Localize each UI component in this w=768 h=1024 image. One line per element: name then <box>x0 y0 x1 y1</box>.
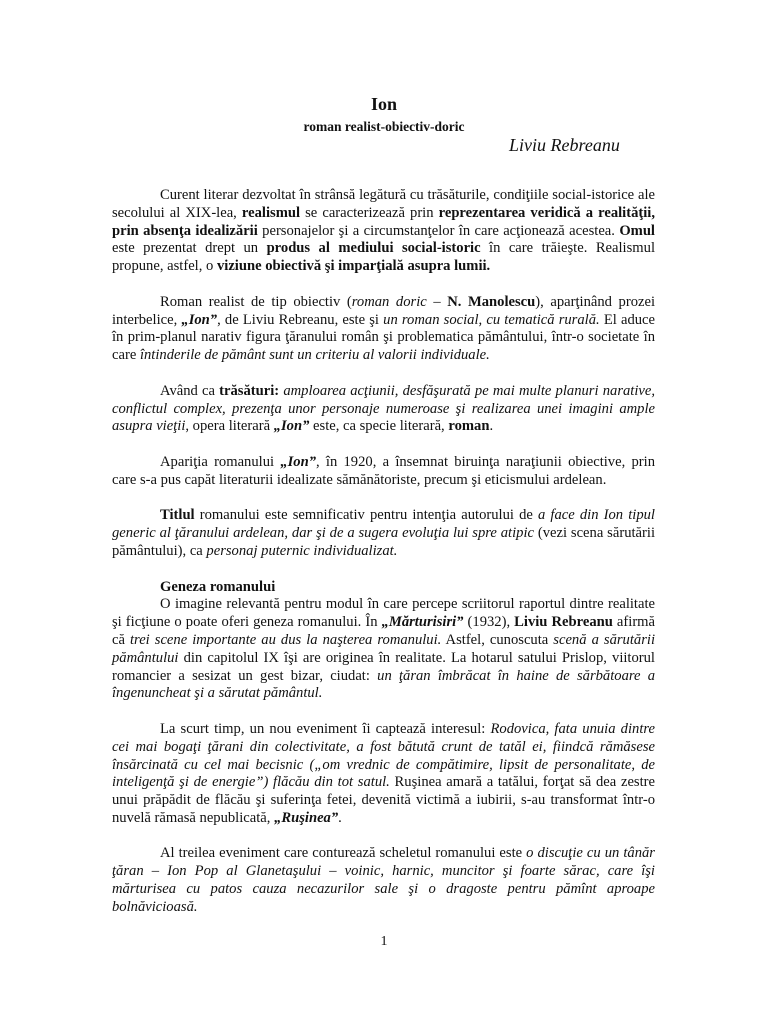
text-span: Având ca <box>160 382 220 399</box>
text-span: Al treilea eveniment care conturează scheletul romanului este <box>160 845 527 862</box>
text-span: Roman realist de tip obiectiv ( <box>160 293 352 310</box>
text-span: Apariţia romanului <box>160 453 281 470</box>
text-span: personajelor şi a circumstanţelor în care acţionează acestea. <box>257 222 620 239</box>
text-span: La scurt timp, un nou eveniment îi captează interesul: <box>160 720 491 737</box>
bold-term: reprezentarea veridică a realităţii, prin absenţa idealizării <box>112 204 655 239</box>
italic-term: personaj puternic individualizat. <box>206 542 398 559</box>
bold-term: Omul <box>619 222 655 239</box>
bold-italic-term: „Ion” <box>280 453 316 470</box>
paragraph-third-event <box>112 845 655 916</box>
text-span: El aduce în prim-planul narativ figura ţăranului român şi problematica pământului, într-o societate în care <box>112 311 656 364</box>
page-number: 1 <box>380 934 388 949</box>
bold-italic-term: „Ion” <box>181 311 218 328</box>
section-heading-genesis: Geneza romanului <box>160 578 276 595</box>
bold-italic-term: „Ion” <box>273 418 310 435</box>
text-span: din capitolul IX îşi are originea în realitate. La hotarul satului Prislop, viitorul romancier a sesizat un gest bizar, ciudat: <box>112 649 655 684</box>
bold-term: produs al mediului social-istoric <box>266 240 481 257</box>
bold-term: realismul <box>241 204 301 221</box>
text-span: , de Liviu Rebreanu, este şi <box>217 311 384 328</box>
text-span: Astfel, cunoscuta <box>441 631 554 648</box>
bold-term: roman <box>448 418 490 435</box>
bold-italic-term: „Ruşinea” <box>274 809 339 826</box>
paragraph-appearance <box>112 454 655 490</box>
paragraph-realism <box>112 187 655 276</box>
document-body <box>112 187 655 917</box>
paragraph-genesis <box>112 596 655 703</box>
text-span: este prezentat drept un <box>112 240 267 257</box>
text-span: – <box>426 293 448 310</box>
italic-term: întinderile de pământ sunt un criteriu al valorii individuale. <box>139 347 490 364</box>
italic-term: o discuţie cu un tânăr ţăran – Ion Pop al Glanetaşului – voinic, harnic, muncitor şi foarte sărac, care îşi mărturisea cu patos cauza necazurilor sale şi o dragoste pentru pămînt aproape bolnăvicioasă. <box>112 845 655 915</box>
paragraph-realist-novel <box>112 294 655 365</box>
italic-term: Rodovica, fata unuia dintre cei mai bogaţi ţărani din colectivitate, a fost bătută crunt de tatăl ei, fiindcă rămăsese însărcinată cu cel mai becisnic („om vrednic de compătimire, lipsit de personalitate, de inteligenţă şi de energie”) flăcău din tot satul. <box>112 720 655 791</box>
text-span: Ruşinea amară a tatălui, forţat să dea zestre unui prăpădit de flăcău şi suferinţa fetei, devenită victimă a iubirii, s-au transformat într-o nuvelă rămasă nepublicată, <box>112 774 655 826</box>
text-span: în care trăieşte. Realismul propune, astfel, o <box>112 240 655 275</box>
italic-term: roman doric <box>351 293 427 310</box>
text-span: afirmă că <box>112 614 656 648</box>
italic-term: trei scene importante au dus la naşterea romanului. <box>130 631 442 648</box>
text-span: O imagine relevantă pentru modul în care percepe scriitorul raportul dintre realitate şi ficţiune o poate oferi geneza romanului. În <box>112 596 655 631</box>
text-span: . <box>489 418 494 435</box>
text-span: , opera literară <box>185 418 274 435</box>
bold-italic-term: „Mărturisiri” <box>381 614 464 631</box>
text-span: , în 1920, a însemnat biruinţa naraţiunii obiective, prin care s-a pus capăt literaturii idealizate sămănătoriste, precum şi eticismului ardelean. <box>112 453 655 488</box>
text-span: . <box>338 809 342 826</box>
bold-term: Liviu Rebreanu <box>514 614 613 631</box>
document-title: Ion <box>370 94 397 114</box>
bold-term: trăsături: <box>219 382 280 399</box>
paragraph-title <box>112 507 655 560</box>
bold-term: viziune obiectivă şi imparţială asupra lumii. <box>216 258 491 275</box>
italic-term: un ţăran îmbrăcat în haine de sărbătoare a îngenuncheat şi a sărutat pământul. <box>112 667 655 702</box>
text-span: Curent literar dezvoltat în strânsă legătură cu trăsăturile, condiţiile social-istorice ale secolului al XIX-lea, <box>112 187 655 221</box>
text-span: se caracterizează prin <box>300 204 439 221</box>
text-span: este, ca specie literară, <box>309 418 449 435</box>
italic-term: un roman social, cu tematică rurală. <box>383 311 600 328</box>
italic-term: amploarea acţiunii, desfăşurată pe mai multe planuri narative, conflictul complex, prezenţa unor personaje numeroase şi realizarea unei imagini ample asupra vieţii <box>112 382 656 435</box>
author-name: Liviu Rebreanu <box>509 135 620 155</box>
text-span: (vezi scena sărutării pământului), ca <box>112 525 655 559</box>
text-span: romanului este semnificativ pentru intenţia autorului de <box>194 507 538 524</box>
italic-term: scenă a sărutării pământului <box>112 631 655 666</box>
text-span: (1932), <box>463 614 515 631</box>
bold-term: N. Manolescu <box>447 293 536 310</box>
text-span: ), aparţinând prozei interbelice, <box>112 293 656 328</box>
paragraph-traits <box>112 383 655 436</box>
bold-term: Titlul <box>160 507 195 524</box>
document-subtitle: roman realist-obiectiv-doric <box>303 119 465 134</box>
paragraph-rodovica <box>112 721 655 828</box>
italic-term: a face din Ion tipul generic al ţăranului ardelean, dar şi de a sugera evoluţia lui spre atipic <box>112 507 655 542</box>
